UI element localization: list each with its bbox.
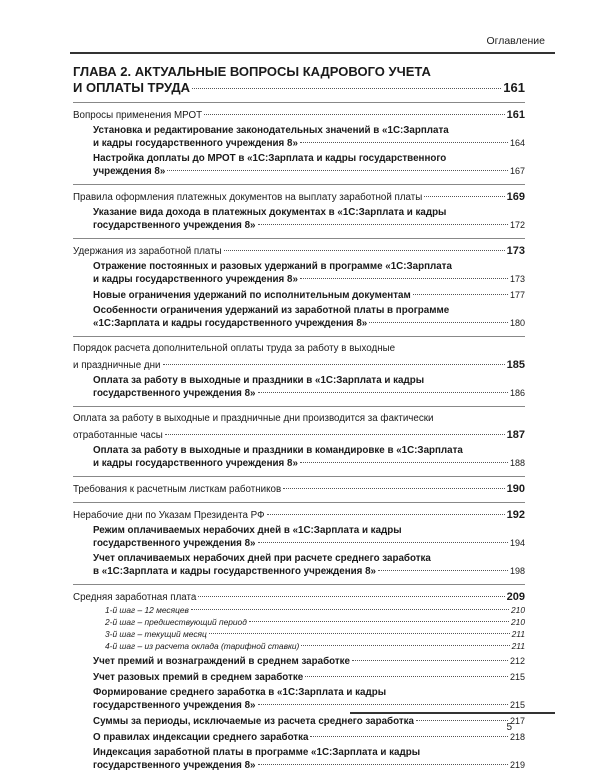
subsection-line — [93, 731, 525, 744]
subsection-title-first-line: Формирование среднего заработка в «1С:Зарплата и кадры — [93, 687, 387, 698]
section-heading-page: 169 — [506, 191, 525, 203]
subsection-title-last-line: государственного учреждения 8» — [93, 538, 256, 549]
leader-dots — [258, 764, 508, 765]
leader-dots — [192, 88, 501, 89]
subsection-entry — [73, 671, 525, 684]
subsection-line — [93, 137, 525, 150]
subsection-entry — [73, 655, 525, 668]
section-separator — [73, 336, 525, 337]
section-heading-text: Средняя заработная плата — [73, 592, 197, 603]
leader-dots — [258, 392, 508, 393]
subsection-body — [73, 125, 525, 150]
section-title-first-line: Порядок расчета дополнительной оплаты труда за работу в выходные — [73, 343, 396, 354]
section-heading-page: 209 — [506, 591, 525, 603]
subsection-body — [73, 715, 525, 728]
subsection-entry — [73, 687, 525, 712]
leader-dots — [378, 570, 508, 571]
subsection-page: 173 — [509, 274, 525, 284]
subsection-entry — [73, 553, 525, 578]
step-entry-page: 211 — [511, 641, 525, 651]
step-entry-page: 210 — [511, 605, 525, 615]
leader-dots — [209, 633, 510, 634]
subsection-body — [73, 731, 525, 744]
step-entry — [73, 617, 525, 628]
subsection-title-first-line: Индексация заработной платы в программе «1С:Зарплата и кадры — [93, 747, 421, 758]
chapter-title-line1: ГЛАВА 2. АКТУАЛЬНЫЕ ВОПРОСЫ КАДРОВОГО УЧЕТА — [73, 64, 431, 79]
leader-dots — [416, 720, 508, 721]
subsection-entry — [73, 305, 525, 330]
section-heading-page: 173 — [506, 245, 525, 257]
subsection-body — [73, 553, 525, 578]
leader-dots — [258, 542, 508, 543]
subsection-title-last-line: Учет разовых премий в среднем заработке — [93, 672, 304, 683]
step-entry-text: 3-й шаг – текущий месяц — [105, 629, 207, 639]
chapter-heading — [73, 64, 525, 96]
subsection-page: 217 — [509, 716, 525, 726]
subsection-title-first-line: Настройка доплаты до МРОТ в «1С:Зарплата и кадры государственного — [93, 153, 447, 164]
subsection-line — [93, 457, 525, 470]
section-separator — [73, 406, 525, 407]
subsection-title-first-line: Отражение постоянных и разовых удержаний в программе «1С:Зарплата — [93, 261, 452, 272]
subsection-title-last-line: государственного учреждения 8» — [93, 220, 256, 231]
subsection-line — [93, 715, 525, 728]
subsection-body — [73, 289, 525, 302]
leader-dots — [258, 224, 508, 225]
bottom-rule — [350, 712, 555, 714]
subsection-entry — [73, 715, 525, 728]
leader-dots — [198, 596, 504, 597]
subsection-page: 194 — [509, 538, 525, 548]
step-entry — [73, 629, 525, 640]
step-entry-page: 211 — [511, 629, 525, 639]
section-title-first-line: Оплата за работу в выходные и праздничные дни производится за фактически — [73, 413, 434, 424]
section-separator — [73, 238, 525, 239]
subsection-title-last-line: государственного учреждения 8» — [93, 760, 256, 771]
subsection-entry — [73, 261, 525, 286]
leader-dots — [165, 434, 505, 435]
leader-dots — [300, 142, 508, 143]
subsection-entry — [73, 525, 525, 550]
subsection-title-first-line: Установка и редактирование законодательных значений в «1С:Зарплата — [93, 125, 449, 136]
subsection-page: 180 — [509, 318, 525, 328]
step-entry-text: 1-й шаг – 12 месяцев — [105, 605, 189, 615]
section-heading-text: Требования к расчетным листкам работников — [73, 484, 282, 495]
subsection-title-last-line: и кадры государственного учреждения 8» — [93, 274, 298, 285]
chapter-page: 161 — [503, 80, 525, 95]
subsection-title-first-line: Особенности ограничения удержаний из заработной платы в программе — [93, 305, 450, 316]
subsection-entry — [73, 207, 525, 232]
leader-dots — [301, 645, 509, 646]
leader-dots — [267, 514, 505, 515]
leader-dots — [167, 170, 508, 171]
subsection-body — [73, 261, 525, 286]
subsection-page: 212 — [509, 656, 525, 666]
subsection-page: 215 — [509, 672, 525, 682]
section-heading-page: 192 — [506, 509, 525, 521]
section-heading-text: Правила оформления платежных документов на выплату заработной платы — [73, 192, 423, 203]
top-rule — [70, 52, 555, 54]
chapter-entry — [73, 80, 525, 96]
section-heading-page: 190 — [506, 483, 525, 495]
subsection-body — [73, 445, 525, 470]
step-entry — [73, 605, 525, 616]
leader-dots — [283, 488, 504, 489]
subsection-line — [93, 219, 525, 232]
subsection-title-first-line: Указание вида дохода в платежных документах в «1С:Зарплата и кадры — [93, 207, 447, 218]
subsection-page: 172 — [509, 220, 525, 230]
subsection-line — [93, 273, 525, 286]
subsection-title-first-line: Оплата за работу в выходные и праздники в «1С:Зарплата и кадры — [93, 375, 425, 386]
section-heading-text: Нерабочие дни по Указам Президента РФ — [73, 510, 265, 521]
step-entry-text: 2-й шаг – предшествующий период — [105, 617, 247, 627]
section-heading — [73, 245, 525, 258]
subsection-entry — [73, 375, 525, 400]
section-heading — [73, 483, 525, 496]
section-heading-page: 187 — [506, 429, 525, 441]
subsection-page: 198 — [509, 566, 525, 576]
leader-dots — [413, 294, 508, 295]
subsection-line — [93, 759, 525, 772]
section-heading-text: отработанные часы — [73, 430, 163, 441]
leader-dots — [191, 609, 509, 610]
subsection-page: 188 — [509, 458, 525, 468]
section-heading-page: 161 — [506, 109, 525, 121]
subsection-line — [93, 387, 525, 400]
subsection-entry — [73, 731, 525, 744]
leader-dots — [424, 196, 504, 197]
leader-dots — [300, 278, 508, 279]
page-number: 5 — [506, 722, 512, 733]
subsection-title-last-line: государственного учреждения 8» — [93, 700, 256, 711]
subsection-entry — [73, 445, 525, 470]
subsection-title-last-line: Суммы за периоды, исключаемые из расчета среднего заработка — [93, 716, 415, 727]
section-separator — [73, 476, 525, 477]
leader-dots — [163, 364, 505, 365]
leader-dots — [249, 621, 509, 622]
subsection-entry — [73, 747, 525, 772]
subsection-page: 177 — [509, 290, 525, 300]
subsection-body — [73, 671, 525, 684]
section-separator — [73, 584, 525, 585]
step-entry-page: 210 — [511, 617, 525, 627]
subsection-line — [93, 655, 525, 668]
subsection-line — [93, 317, 525, 330]
section-heading — [73, 591, 525, 604]
subsection-title-last-line: «1С:Зарплата и кадры государственного учреждения 8» — [93, 318, 368, 329]
leader-dots — [310, 736, 508, 737]
section-heading-text: и праздничные дни — [73, 360, 161, 371]
subsection-body — [73, 687, 525, 712]
subsection-page: 167 — [509, 166, 525, 176]
section-separator — [73, 184, 525, 185]
running-head: Оглавление — [486, 35, 545, 47]
section-separator — [73, 102, 525, 103]
subsection-title-last-line: и кадры государственного учреждения 8» — [93, 138, 298, 149]
leader-dots — [300, 462, 508, 463]
subsection-body — [73, 153, 525, 178]
subsection-body — [73, 525, 525, 550]
leader-dots — [224, 250, 505, 251]
leader-dots — [352, 660, 508, 661]
section-separator — [73, 502, 525, 503]
subsection-body — [73, 655, 525, 668]
subsection-title-last-line: Новые ограничения удержаний по исполнительным документам — [93, 290, 411, 301]
subsection-title-last-line: учреждения 8» — [93, 166, 166, 177]
subsection-page: 219 — [509, 760, 525, 770]
section-heading — [73, 359, 525, 372]
leader-dots — [369, 322, 508, 323]
subsection-body — [73, 305, 525, 330]
subsection-line — [93, 165, 525, 178]
section-heading — [73, 191, 525, 204]
section-heading — [73, 509, 525, 522]
subsection-entry — [73, 153, 525, 178]
subsection-entry — [73, 125, 525, 150]
subsection-page: 186 — [509, 388, 525, 398]
subsection-line — [93, 537, 525, 550]
table-of-contents — [73, 60, 525, 772]
subsection-title-first-line: Учет оплачиваемых нерабочих дней при расчете среднего заработка — [93, 553, 431, 564]
subsection-page: 215 — [509, 700, 525, 710]
subsection-title-last-line: государственного учреждения 8» — [93, 388, 256, 399]
subsection-body — [73, 375, 525, 400]
subsection-entry — [73, 289, 525, 302]
step-entry — [73, 641, 525, 652]
subsection-page: 164 — [509, 138, 525, 148]
section-heading — [73, 109, 525, 122]
subsection-title-first-line: Режим оплачиваемых нерабочих дней в «1С:Зарплата и кадры — [93, 525, 402, 536]
step-entry-text: 4-й шаг – из расчета оклада (тарифной ставки) — [105, 641, 300, 651]
subsection-title-first-line: Оплата за работу в выходные и праздники в командировке в «1С:Зарплата — [93, 445, 463, 456]
section-heading-text: Вопросы применения МРОТ — [73, 110, 203, 121]
subsection-page: 218 — [509, 732, 525, 742]
subsection-body — [73, 207, 525, 232]
subsection-title-last-line: Учет премий и вознаграждений в среднем заработке — [93, 656, 351, 667]
leader-dots — [305, 676, 508, 677]
chapter-title-line2: И ОПЛАТЫ ТРУДА — [73, 80, 191, 95]
subsection-line — [93, 699, 525, 712]
section-heading — [73, 429, 525, 442]
section-heading-page: 185 — [506, 359, 525, 371]
leader-dots — [258, 704, 508, 705]
subsection-line — [93, 289, 525, 302]
leader-dots — [204, 114, 505, 115]
subsection-line — [93, 565, 525, 578]
subsection-title-last-line: О правилах индексации среднего заработка — [93, 732, 309, 743]
subsection-title-last-line: и кадры государственного учреждения 8» — [93, 458, 298, 469]
section-heading-text: Удержания из заработной платы — [73, 246, 222, 257]
sections-container — [73, 102, 525, 772]
subsection-body — [73, 747, 525, 772]
subsection-line — [93, 671, 525, 684]
subsection-title-last-line: в «1С:Зарплата и кадры государственного учреждения 8» — [93, 566, 376, 577]
